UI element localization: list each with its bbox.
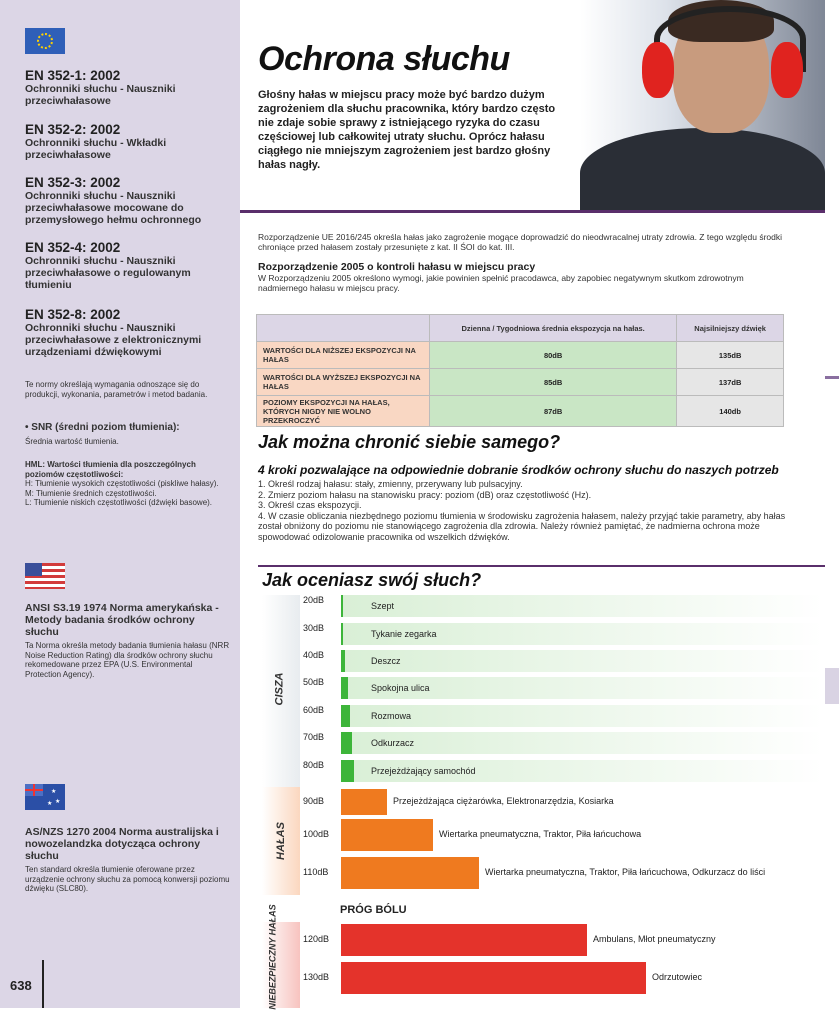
hearing-heading: Jak oceniasz swój słuch? [262,570,482,590]
row-peak: 135dB [677,342,784,369]
standard-code: EN 352-1: 2002 [25,68,121,83]
table-header-peak: Najsilniejszy dźwięk [677,315,784,342]
level-label: Spokojna ulica [371,683,430,693]
asnzs-title: AS/NZS 1270 2004 Norma australijska i nowozelandzka dotycząca ochrony słuchu [25,826,219,862]
us-flag-icon [25,563,65,589]
level-track [341,650,823,672]
hearing-scale [262,595,825,1008]
hml-m: M: Tłumienie średnich częstotliwości. [25,488,157,498]
hml-l: L: Tłumienie niskich częstotliwości (dźwięki basowe). [25,498,213,507]
hearing-level-row [262,855,825,891]
table-row [257,342,784,369]
db-value: 60dB [303,705,325,715]
level-label: Ambulans, Młot pneumatyczny [593,934,716,944]
eu-flag-icon [25,28,65,54]
hearing-level-row [262,817,825,853]
ansi-title: ANSI S3.19 1974 Norma amerykańska - Metody badania środków ochrony słuchu [25,602,219,638]
regulation-eu-text: Rozporządzenie UE 2016/245 określa hałas jako zagrożenie mogące doprowadzić do nieodwracalnej utraty zdrowia. Z tego względu środki chroniące przed hałasem zostały przesunięte z kat. II ŚOI do kat. III. [258,232,782,252]
table-header-empty [257,315,430,342]
hearing-level-row [262,760,825,782]
level-label: Wiertarka pneumatyczna, Traktor, Piła łańcuchowa, Odkurzacz do liści [485,867,766,877]
hearing-level-row [262,732,825,754]
regulation-2005-text: W Rozporządzeniu 2005 określono wymogi, jakie powinien spełnić pracodawca, aby zapobiec negatywnym skutkom zdrowotnym nadmiernego hałasu w miejscu pracy. [258,273,744,293]
db-value: 120dB [303,934,330,944]
level-label: Rozmowa [371,711,412,721]
standard-en352-4 [25,240,230,291]
row-avg: 80dB [430,342,677,369]
pain-threshold-label: PRÓG BÓLU [340,904,407,916]
hearing-level-row [262,650,825,672]
level-label: Odrzutowiec [652,972,703,982]
hearing-level-row [262,595,825,617]
level-label: Szept [371,601,395,611]
protect-steps [258,479,798,542]
standard-asnzs [25,826,230,894]
level-bar [341,677,348,699]
intro-text: Głośny hałas w miejscu pracy może być bardzo dużym zagrożeniem dla słuchu pracownika, który bardzo często nie zdaje sobie sprawy z istniejącego ryzyka do czasu częściowej lub całkowitej utraty słuchu. Oprócz hałasu ciągłego nie mniejszym zagrożeniem jest bardzo głośny hałas nagły. [258,89,556,171]
hml-title: HML: Wartości tłumienia dla poszczególnych poziomów częstotliwości: [25,460,196,479]
level-label: Odkurzacz [371,738,415,748]
worker-with-earmuffs-photo [580,0,825,210]
level-label: Wiertarka pneumatyczna, Traktor, Piła łańcuchowa [439,829,642,839]
standard-code: EN 352-8: 2002 [25,307,121,322]
exposure-table [256,314,784,427]
hearing-level-row [262,705,825,727]
protect-subheading: 4 kroki pozwalające na odpowiednie dobranie środków ochrony słuchu do naszych potrzeb [258,463,779,477]
level-bar [341,924,587,956]
hml-h: H: Tłumienie wysokich częstotliwości (piskliwe hałasy). [25,479,219,488]
snr-desc: Średnia wartość tłumienia. [25,437,119,446]
db-value: 90dB [303,796,325,806]
row-label: WARTOŚCI DLA NIŻSZEJ EKSPOZYCJI NA HAŁAS [257,342,430,369]
db-value: 100dB [303,829,330,839]
section-divider [258,565,825,567]
right-edge-tab [825,668,839,704]
level-track [341,705,823,727]
db-value: 30dB [303,623,325,633]
zone-noise-label: HAŁAS [274,822,287,860]
standard-desc: Ochronniki słuchu - Nauszniki przeciwhałasowe o regulowanym tłumieniu [25,255,191,291]
standard-desc: Ochronniki słuchu - Nauszniki przeciwhałasowe mocowane do przemysłowego hełmu ochronnego [25,190,202,226]
standard-desc: Ochronniki słuchu - Nauszniki przeciwhałasowe z elektronicznymi urządzeniami dźwiękowymi [25,322,202,358]
level-bar [341,595,343,617]
hearing-level-row [262,677,825,699]
hearing-level-row [262,787,825,817]
step-item: 1. Określ rodzaj hałasu: stały, zmienny, przerywany lub pulsacyjny. [258,479,523,489]
level-bar [341,819,433,851]
standard-en352-2 [25,122,230,161]
snr-title: • SNR (średni poziom tłumienia): [25,422,180,433]
level-bar [341,650,345,672]
db-value: 40dB [303,650,325,660]
row-avg: 85dB [430,369,677,396]
level-label: Tykanie zegarka [371,629,437,639]
page-number-divider [42,960,44,1008]
standard-ansi [25,602,230,679]
level-bar [341,732,352,754]
row-peak: 137dB [677,369,784,396]
level-bar [341,962,646,994]
zone-quiet-label: CISZA [273,672,286,706]
level-track [341,595,823,617]
standard-en352-8 [25,307,230,358]
standard-desc: Ochronniki słuchu - Wkładki przeciwhałasowe [25,137,167,161]
level-bar [341,705,350,727]
level-bar [341,760,354,782]
table-header-row [257,315,784,342]
australia-flag-icon: ★ ★ ★ [25,784,65,810]
hearing-level-row [262,623,825,645]
level-label: Deszcz [371,656,401,666]
right-edge-tab [825,376,839,379]
table-row [257,396,784,427]
row-peak: 140db [677,396,784,427]
db-value: 70dB [303,732,325,742]
norms-note: Te normy określają wymagania odnoszące się do produkcji, wykonania, parametrów i metod badania. [25,380,208,399]
table-header-avg: Dzienna / Tygodniowa średnia ekspozycja na hałas. [430,315,677,342]
step-item: 3. Określ czas ekspozycji. [258,500,362,510]
standard-en352-3 [25,175,230,226]
regulation-2005-heading: Rozporządzenie 2005 o kontroli hałasu w miejscu pracy [258,261,536,273]
page-title: Ochrona słuchu [258,40,510,78]
level-label: Przejeżdżająca ciężarówka, Elektronarzędzia, Kosiarka [393,796,614,806]
zone-danger-label: NIEBEZPIECZNY HAŁAS [267,904,278,1010]
hero-divider [240,210,825,213]
row-label: POZIOMY EKSPOZYCJI NA HAŁAS, KTÓRYCH NIGDY NIE WOLNO PRZEKROCZYĆ [257,396,430,427]
level-bar [341,789,387,815]
hearing-level-row [262,922,825,958]
step-item: 4. W czasie obliczania niezbędnego poziomu tłumienia w środowisku zagrożenia hałasem, należy przyjąć takie parametry, aby hałas został obniżony do poziomu nie stanowiącego zagrożenia dla zdrowia. Należy również pamiętać, że nadmierna ochrona może spowodować odizolowanie pracownika od wszelkich dźwięków. [258,510,786,542]
standard-code: EN 352-4: 2002 [25,240,121,255]
level-label: Przejeżdżający samochód [371,766,476,776]
page-number: 638 [10,978,32,993]
db-value: 50dB [303,677,325,687]
hml-block [25,460,230,508]
standard-en352-1 [25,68,230,107]
level-bar [341,857,479,889]
standard-desc: Ochronniki słuchu - Nauszniki przeciwhałasowe [25,83,176,107]
protect-heading: Jak można chronić siebie samego? [258,432,561,452]
standard-code: EN 352-3: 2002 [25,175,121,190]
table-row [257,369,784,396]
row-avg: 87dB [430,396,677,427]
hearing-level-row [262,960,825,996]
standard-code: EN 352-2: 2002 [25,122,121,137]
row-label: WARTOŚCI DLA WYŻSZEJ EKSPOZYCJI NA HAŁAS [257,369,430,396]
asnzs-desc: Ten standard określa tłumienie oferowane przez urządzenie ochrony słuchu za pomocą konwersji poziomu dźwięku (SLC80). [25,865,230,893]
db-value: 20dB [303,595,325,605]
db-value: 110dB [303,867,329,877]
db-value: 80dB [303,760,325,770]
step-item: 2. Zmierz poziom hałasu na stanowisku pracy: poziom (dB) oraz częstotliwość (Hz). [258,489,592,500]
level-bar [341,623,343,645]
db-value: 130dB [303,972,330,982]
ansi-desc: Ta Norma określa metody badania tłumienia hałasu (NRR Noise Reduction Rating) dla środków ochrony słuchu rekomedowane przez EPA (U.S. Environmental Protection Agency). [25,641,230,679]
